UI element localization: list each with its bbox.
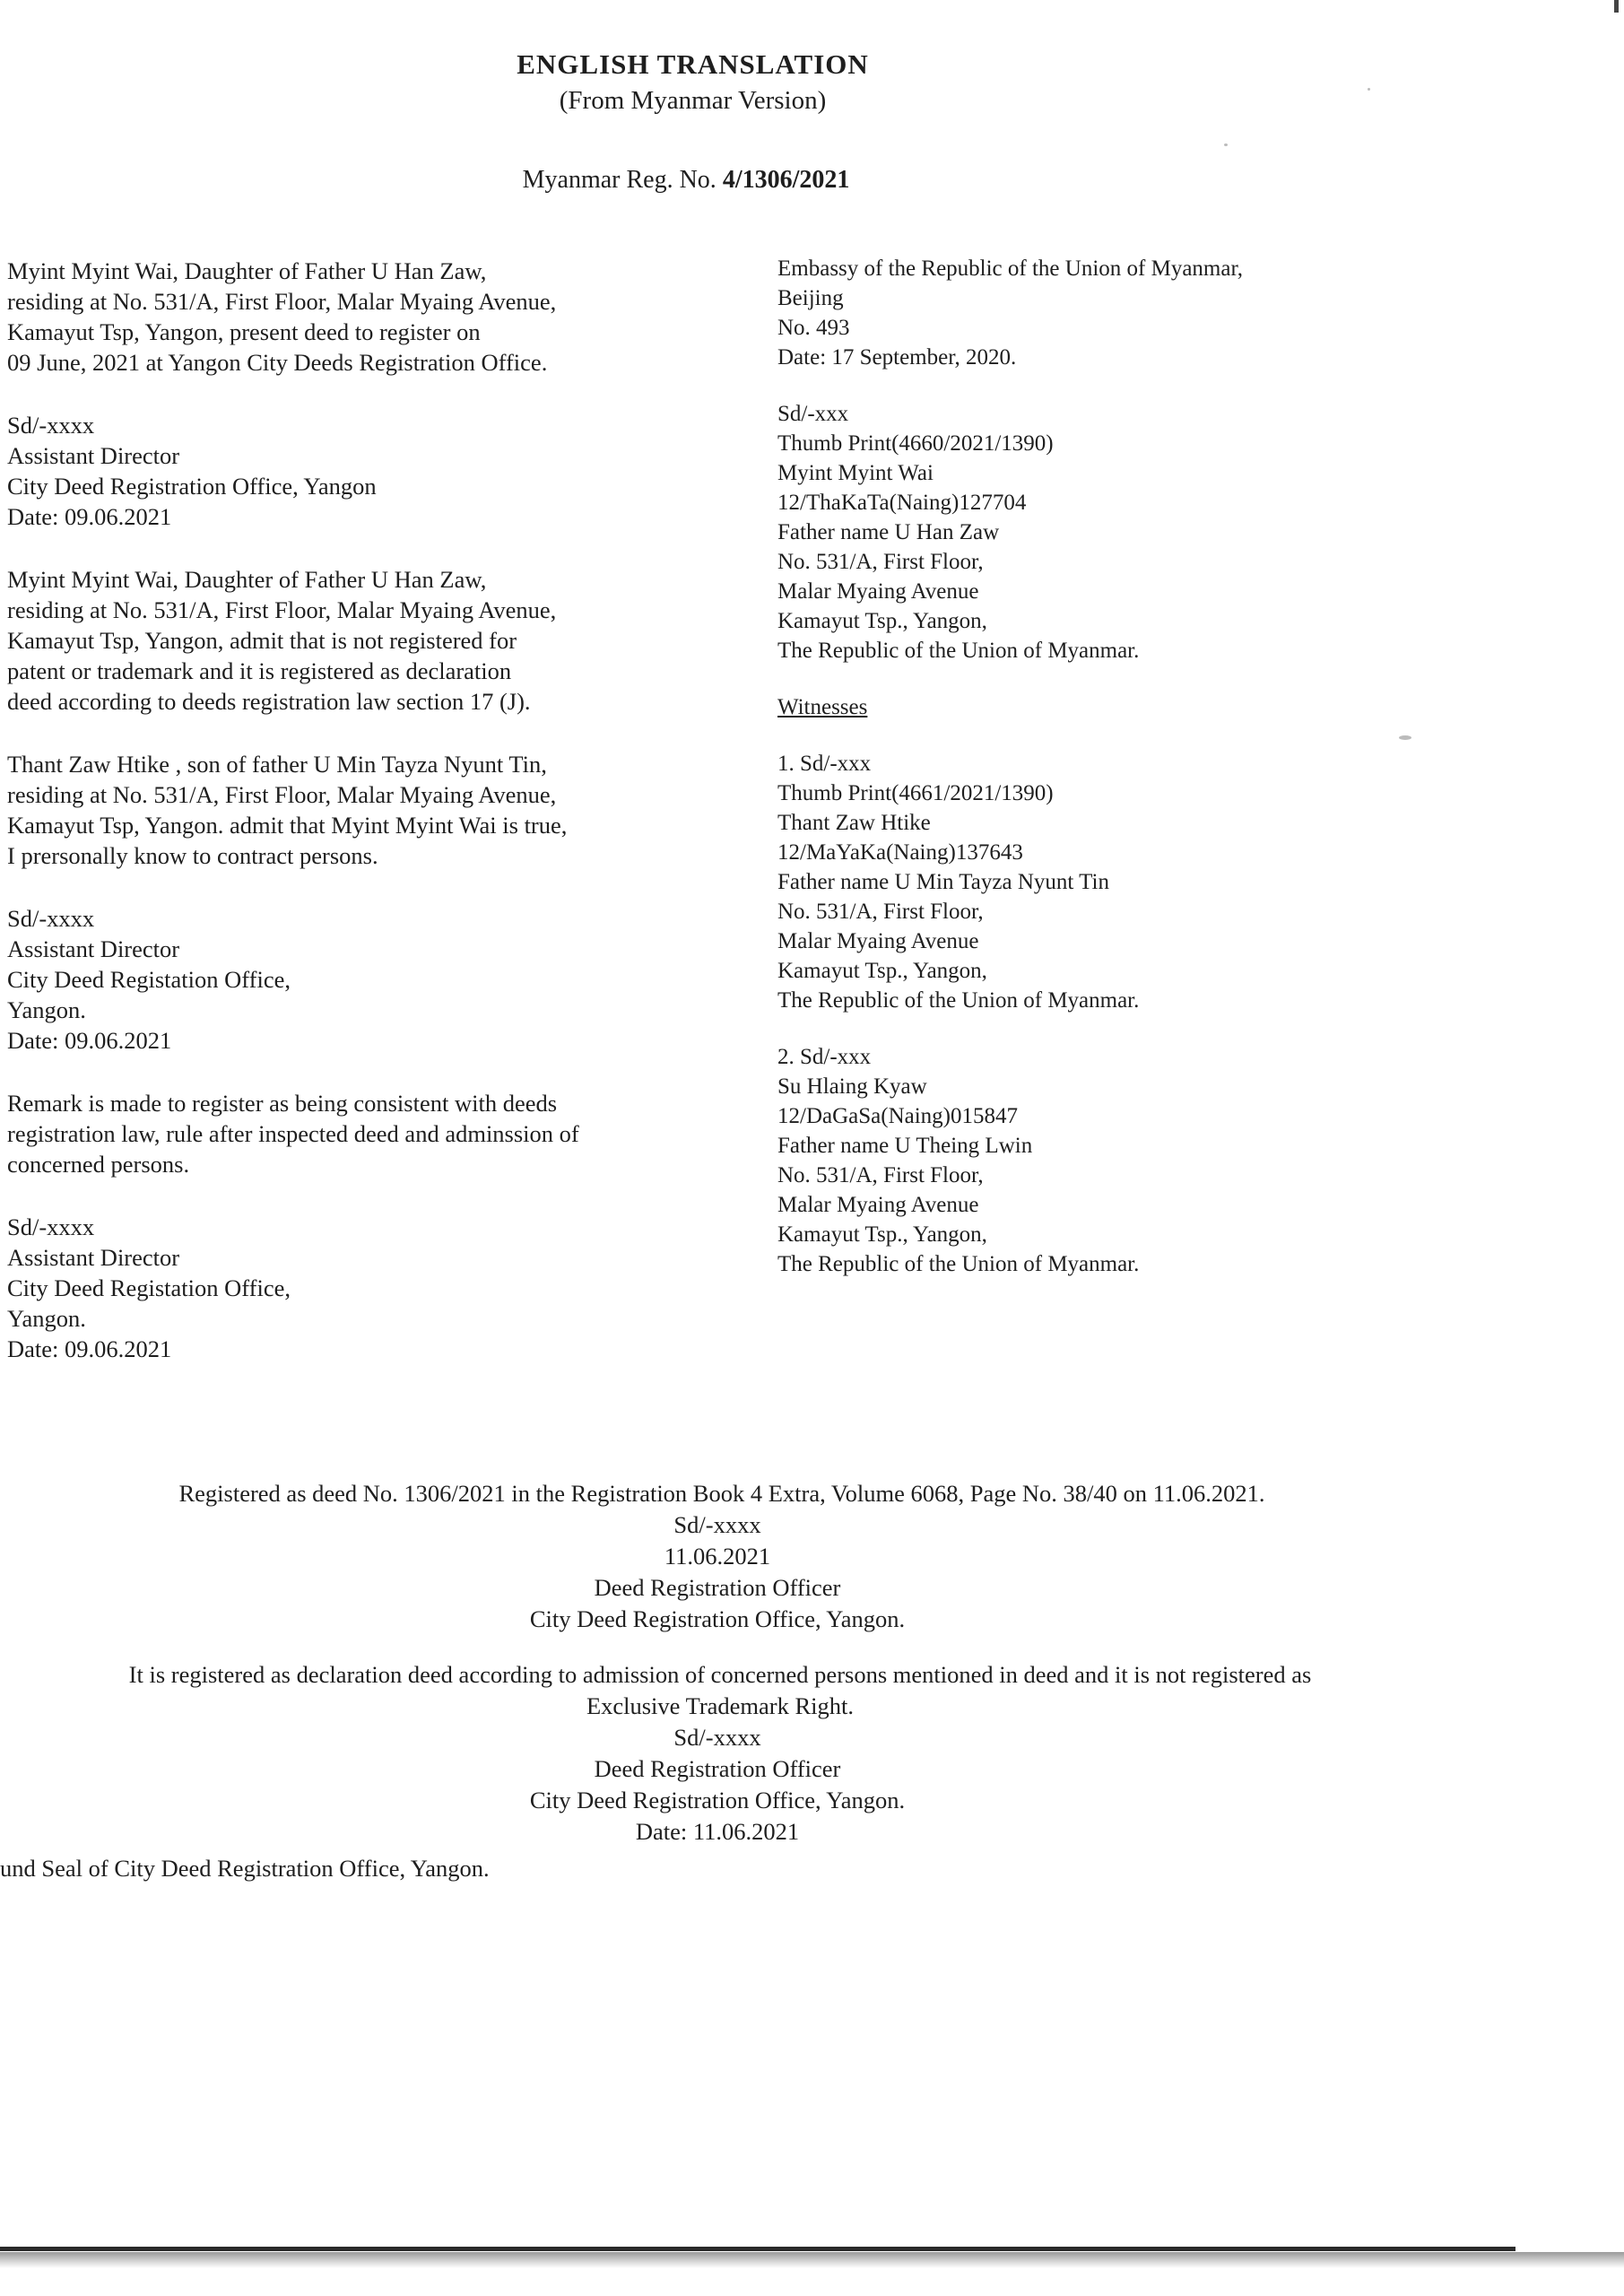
scan-speck: [1399, 735, 1411, 740]
title-block: [0, 47, 1385, 118]
right-column: [777, 254, 1459, 1306]
executant-details: Sd/-xxx Thumb Print(4660/2021/1390) Myint Myint Wai 12/ThaKaTa(Naing)127704 Father name U Han Zaw No. 531/A, First Floor, Malar Myaing Avenue Kamayut Tsp., Yangon, The Republic of the Union of Myanmar.: [777, 402, 1140, 663]
declaration-statement: It is registered as declaration deed according to admission of concerned persons mentioned in deed and it is not registered as Exclusive Trademark Right.: [128, 1661, 1312, 1719]
witnesses-heading: Witnesses: [777, 695, 868, 719]
scan-speck: [1368, 88, 1370, 91]
left-column: [7, 256, 743, 1396]
seal-line: und Seal of City Deed Registration Office, Yangon.: [0, 1855, 490, 1882]
bottom-rule: [0, 2247, 1515, 2251]
document-subtitle: (From Myanmar Version): [559, 86, 827, 115]
witness-1: 1. Sd/-xxx Thumb Print(4661/2021/1390) Thant Zaw Htike 12/MaYaKa(Naing)137643 Father name U Min Tayza Nyunt Tin No. 531/A, First Floor, Malar Myaing Avenue Kamayut Tsp., Yangon, The Republic of the Union of Myanmar.: [777, 752, 1140, 1013]
registration-officer-signature-1: Sd/-xxxx 11.06.2021 Deed Registration Officer City Deed Registration Office, Yangon.: [529, 1511, 906, 1632]
registration-officer-signature-2: Sd/-xxxx Deed Registration Officer City Deed Registration Office, Yangon. Date: 11.06.2021: [529, 1724, 906, 1845]
presentation-statement: Myint Myint Wai, Daughter of Father U Han Zaw, residing at No. 531/A, First Floor, Malar Myaing Avenue, Kamayut Tsp, Yangon, present deed to register on 09 June, 2021 at Yangon City Deeds Registration Office.: [7, 257, 557, 376]
scan-speck: [1224, 144, 1228, 146]
registration-number-value: 4/1306/2021: [722, 166, 850, 194]
embassy-attestation: Embassy of the Republic of the Union of Myanmar, Beijing No. 493 Date: 17 September, 2020.: [777, 257, 1244, 370]
assistant-director-signature-1: Sd/-xxxx Assistant Director City Deed Registration Office, Yangon Date: 09.06.2021: [7, 412, 377, 530]
identifier-statement: Thant Zaw Htike , son of father U Min Tayza Nyunt Tin, residing at No. 531/A, First Floor, Malar Myaing Avenue, Kamayut Tsp, Yangon. admit that Myint Myint Wai is true, I prersonally know to contract persons.: [7, 751, 568, 869]
assistant-director-signature-2: Sd/-xxxx Assistant Director City Deed Registation Office, Yangon. Date: 09.06.2021: [7, 905, 291, 1054]
scan-edge-mark: [1614, 0, 1619, 13]
admission-statement: Myint Myint Wai, Daughter of Father U Han Zaw, residing at No. 531/A, First Floor, Malar Myaing Avenue, Kamayut Tsp, Yangon, admit that is not registered for patent or trademark and it is registered as declaration deed according to deeds registration law section 17 (J).: [7, 566, 557, 715]
registration-number-label: Myanmar Reg. No.: [522, 166, 716, 194]
document-title: ENGLISH TRANSLATION: [517, 48, 869, 80]
registered-note: Registered as deed No. 1306/2021 in the Registration Book 4 Extra, Volume 6068, Page No. 38/40 on 11.06.2021.: [178, 1480, 1265, 1507]
scan-shadow: [0, 2252, 1624, 2268]
registration-number-line: [0, 166, 1372, 195]
witness-2: 2. Sd/-xxx Su Hlaing Kyaw 12/DaGaSa(Naing)015847 Father name U Theing Lwin No. 531/A, First Floor, Malar Myaing Avenue Kamayut Tsp., Yangon, The Republic of the Union of Myanmar.: [777, 1045, 1140, 1276]
assistant-director-signature-3: Sd/-xxxx Assistant Director City Deed Registation Office, Yangon. Date: 09.06.2021: [7, 1213, 291, 1362]
remark-statement: Remark is made to register as being consistent with deeds registration law, rule after inspected deed and adminssion of concerned persons.: [7, 1090, 579, 1178]
